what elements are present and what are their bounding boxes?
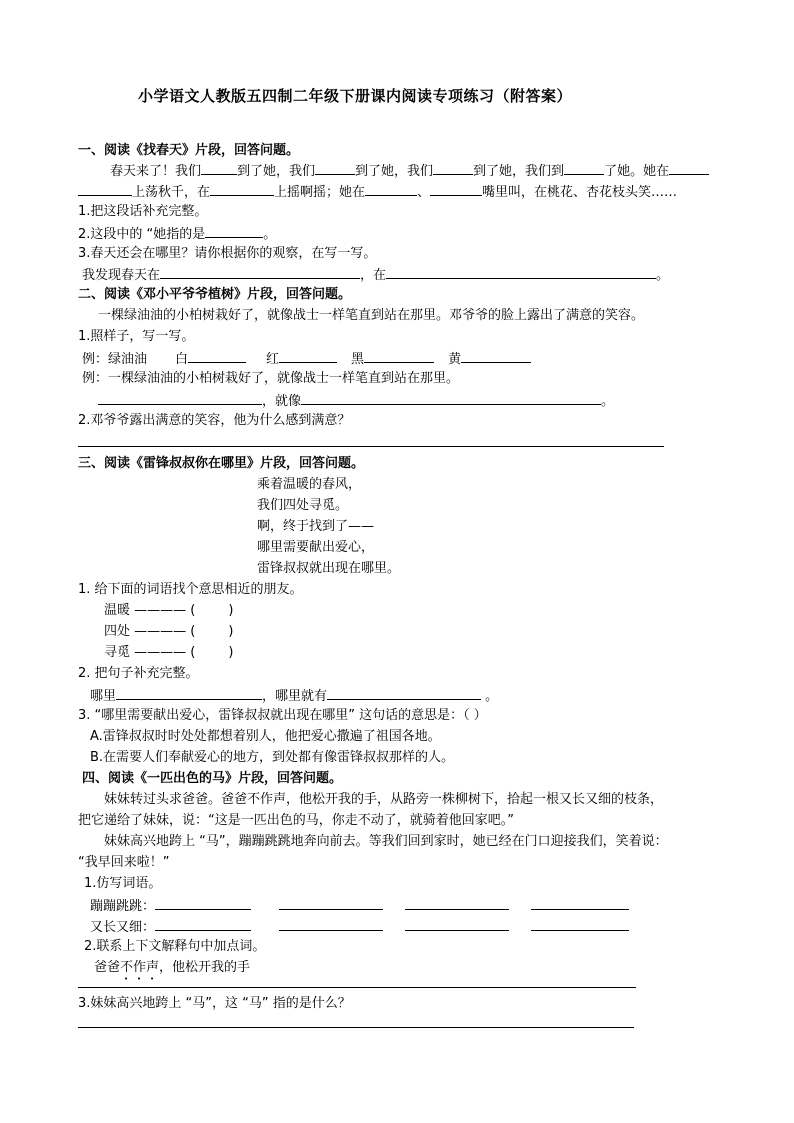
- s4-word-row-1: [90, 897, 629, 915]
- answer-line[interactable]: [78, 987, 636, 988]
- s1-text: 到了她，我们到: [473, 164, 565, 179]
- poem-line: 啊，终于找到了——: [257, 519, 375, 534]
- s2-ex1-w1: 白: [175, 352, 189, 367]
- s4-q2-text: 爸爸: [94, 960, 121, 975]
- fill-blank[interactable]: [210, 183, 274, 196]
- fill-blank[interactable]: [433, 162, 473, 175]
- s1-text: 到了她，我们: [237, 164, 316, 179]
- s1-q3-a2: ，在: [360, 268, 387, 283]
- s3-question-1: 1. 给下面的词语找个意思相近的朋友。: [78, 582, 303, 597]
- fill-blank[interactable]: [405, 918, 509, 931]
- s1-text: 嘴里叫，在桃花、杏花枝头笑……: [482, 185, 678, 200]
- s1-passage-line-1: [110, 162, 709, 180]
- section-3-heading: 三、阅读《雷锋叔叔你在哪里》片段，回答问题。: [78, 456, 365, 471]
- dash: ————: [134, 645, 187, 660]
- answer-paren[interactable]: ( ): [190, 624, 234, 639]
- s1-text: 、: [417, 185, 431, 200]
- answer-paren[interactable]: ( ): [190, 603, 234, 618]
- s1-passage-line-2: [78, 183, 677, 201]
- s3-q2-a3: 。: [485, 689, 499, 704]
- s2-question-2: 2.邓爷爷露出满意的笑容，他为什么感到满意？: [78, 413, 351, 428]
- fill-blank[interactable]: [531, 918, 629, 931]
- s2-ex2-mid: ，就像: [262, 394, 302, 409]
- s4-question-2: 2.联系上下文解释句中加点词。: [84, 939, 266, 954]
- s4-word-label: 蹦蹦跳跳：: [90, 899, 156, 914]
- poem-line: 雷锋叔叔就出现在哪里。: [257, 561, 401, 576]
- s2-ex1-label: 例：绿油油: [82, 352, 148, 367]
- s3-option-a[interactable]: A.雷锋叔叔时时处处都想着别人，他把爱心撒遍了祖国各地。: [90, 729, 441, 744]
- fill-blank[interactable]: [78, 183, 132, 196]
- fill-blank[interactable]: [201, 162, 237, 175]
- poem-line: 哪里需要献出爱心，: [257, 540, 375, 555]
- s3-word-row: [104, 603, 234, 619]
- answer-line[interactable]: [78, 1027, 634, 1028]
- fill-blank[interactable]: [279, 897, 383, 910]
- s4-q2-text: ，他松开我的手: [159, 960, 251, 975]
- dotted-word: 不作声: [120, 960, 160, 975]
- answer-blank[interactable]: [116, 687, 262, 700]
- s4-question-3: 3.妹妹高兴地跨上 “马”，这 “马” 指的是什么？: [78, 996, 351, 1011]
- s3-q2-a2: ，哪里就有: [262, 689, 328, 704]
- section-1-heading: 一、阅读《找春天》片段，回答问题。: [78, 143, 300, 158]
- fill-blank[interactable]: [315, 162, 355, 175]
- s3-word-row: [104, 645, 234, 661]
- s3-q2-answer-line: [90, 687, 498, 705]
- fill-blank[interactable]: [279, 350, 337, 363]
- fill-blank[interactable]: [188, 350, 246, 363]
- s2-ex1-w4: 黄: [448, 352, 462, 367]
- section-2-heading: 二、阅读《邓小平爷爷植树》片段，回答问题。: [78, 287, 352, 302]
- s4-word-label: 又长又细：: [90, 920, 156, 935]
- s2-ex2-end: 。: [601, 394, 615, 409]
- s2-ex1-w3: 黑: [351, 352, 365, 367]
- s3-word-row: [104, 624, 234, 640]
- fill-blank[interactable]: [430, 183, 482, 196]
- s3-question-2: 2. 把句子补充完整。: [78, 666, 199, 681]
- answer-blank[interactable]: [327, 687, 481, 700]
- s1-text: 上摇啊摇；她在: [274, 185, 366, 200]
- s2-ex1-w2: 红: [266, 352, 280, 367]
- fill-blank[interactable]: [155, 918, 251, 931]
- poem-line: 乘着温暖的春风，: [257, 477, 362, 492]
- s1-q3-answer-line: [82, 266, 669, 284]
- answer-paren[interactable]: ( ): [190, 645, 234, 660]
- s1-q2-text: 2.这段中的 “她指的是: [78, 227, 206, 242]
- s1-q3-a3: 。: [656, 268, 670, 283]
- fill-blank[interactable]: [364, 350, 434, 363]
- section-4-heading: 四、阅读《一匹出色的马》片段，回答问题。: [82, 771, 343, 786]
- s3-word: 寻觅: [104, 645, 131, 660]
- answer-blank[interactable]: [301, 392, 601, 405]
- fill-blank[interactable]: [461, 350, 531, 363]
- s2-example-1: [82, 350, 531, 368]
- s2-example-2: 例：一棵绿油油的小柏树栽好了，就像战士一样笔直到站在那里。: [82, 371, 460, 386]
- s1-question-3: 3.春天还会在哪里？请你根据你的观察，在写一写。: [78, 246, 377, 261]
- s1-q3-a1: 我发现春天在: [82, 268, 161, 283]
- s1-text: 春天来了！我们: [110, 164, 202, 179]
- answer-line[interactable]: [78, 446, 664, 447]
- fill-blank[interactable]: [531, 897, 629, 910]
- s2-example-2-answer: [98, 392, 614, 410]
- s3-option-b[interactable]: B.在需要人们奉献爱心的地方，到处都有像雷锋叔叔那样的人。: [90, 750, 455, 765]
- s1-q2-end: 。: [263, 227, 277, 242]
- s4-passage-line: 妹妹高兴地跨上 “马”，蹦蹦跳跳地奔向前去。等我们回到家时，她已经在门口迎接我们，笑着说：: [104, 834, 668, 849]
- fill-blank[interactable]: [365, 183, 417, 196]
- s4-passage-line: “我早回来啦！”: [78, 855, 170, 870]
- s2-passage: 一棵绿油油的小柏树栽好了，就像战士一样笔直到站在那里。邓爷爷的脸上露出了满意的笑容。: [98, 308, 645, 323]
- fill-blank[interactable]: [279, 918, 383, 931]
- fill-blank[interactable]: [564, 162, 604, 175]
- fill-blank[interactable]: [405, 897, 509, 910]
- s4-q2-sentence: [94, 960, 250, 983]
- s1-text: 上荡秋千，在: [132, 185, 211, 200]
- s3-word: 四处: [104, 624, 131, 639]
- s1-text: 到了她，我们: [355, 164, 434, 179]
- dash: ————: [134, 603, 187, 618]
- s1-text: 了她。她在: [604, 164, 670, 179]
- answer-blank[interactable]: [386, 266, 656, 279]
- s4-passage-line: 把它递给了妹妹，说：“这是一匹出色的马，你走不动了，就骑着他回家吧。”: [78, 813, 514, 828]
- s1-question-2: [78, 225, 276, 243]
- s4-question-1: 1.仿写词语。: [84, 876, 162, 891]
- answer-blank[interactable]: [160, 266, 360, 279]
- s3-question-3: 3. “哪里需要献出爱心，雷锋叔叔就出现在哪里” 这句话的意思是：（ ）: [78, 708, 487, 723]
- dash: ————: [134, 624, 187, 639]
- s1-question-1: 1.把这段话补充完整。: [78, 204, 208, 219]
- poem-line: 我们四处寻觅。: [257, 498, 349, 513]
- answer-blank[interactable]: [98, 392, 262, 405]
- s4-word-row-2: [90, 918, 629, 936]
- page-title: 小学语文人教版五四制二年级下册课内阅读专项练习（附答案）: [138, 87, 573, 105]
- s3-q2-a1: 哪里: [90, 689, 117, 704]
- fill-blank[interactable]: [669, 162, 709, 175]
- fill-blank[interactable]: [155, 897, 251, 910]
- s4-passage-line: 妹妹转过头求爸爸。爸爸不作声，他松开我的手，从路旁一株柳树下，拾起一根又长又细的枝条，: [104, 792, 664, 807]
- s3-word: 温暖: [104, 603, 131, 618]
- answer-blank[interactable]: [205, 225, 263, 238]
- s2-question-1: 1.照样子，写一写。: [78, 329, 195, 344]
